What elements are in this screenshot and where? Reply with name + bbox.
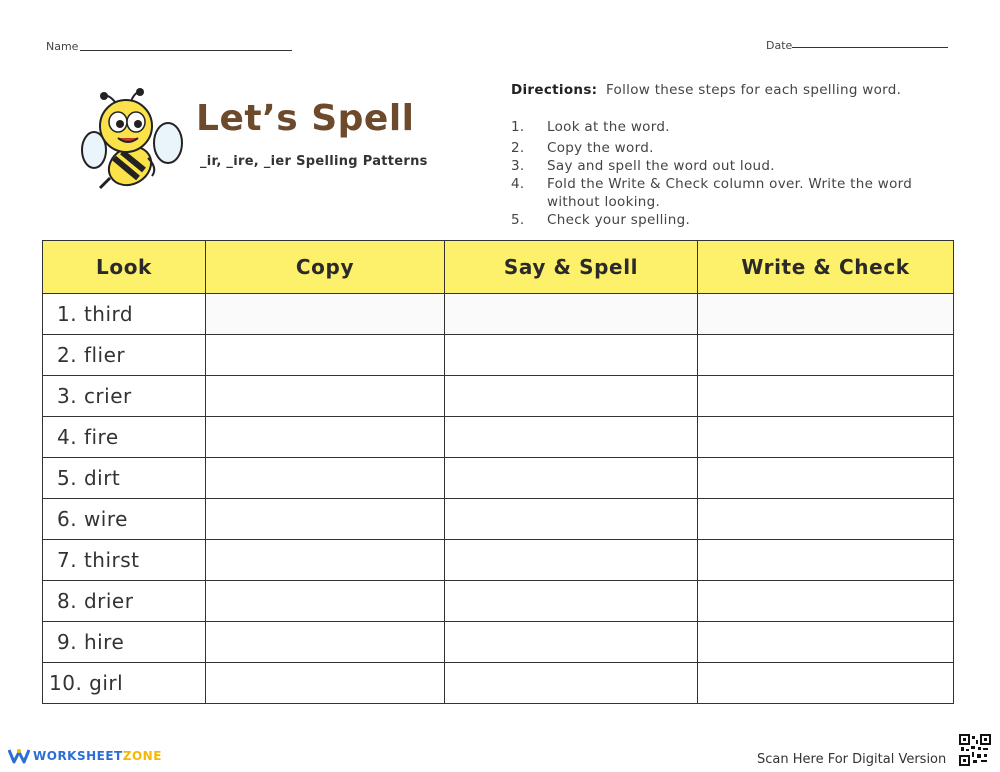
scan-text: Scan Here For Digital Version (757, 752, 947, 767)
table-row (43, 622, 954, 663)
name-label: Name (46, 40, 79, 53)
copy-cell[interactable] (206, 540, 445, 581)
say-spell-cell[interactable] (445, 540, 698, 581)
directions-steps (511, 118, 951, 229)
step-text: Check your spelling. (547, 212, 691, 228)
look-word: 10. girl (43, 663, 206, 704)
say-spell-cell[interactable] (445, 376, 698, 417)
copy-cell[interactable] (206, 376, 445, 417)
table-header-row (43, 241, 954, 294)
say-spell-cell[interactable] (445, 458, 698, 499)
look-word: 2. flier (43, 335, 206, 376)
table-row (43, 540, 954, 581)
page-subtitle: _ir, _ire, _ier Spelling Patterns (200, 154, 428, 169)
step-number: 1. (511, 119, 525, 135)
name-line[interactable] (80, 50, 292, 51)
step-text: Look at the word. (547, 119, 670, 135)
bee-mascot (78, 88, 188, 193)
table-row (43, 458, 954, 499)
write-check-cell[interactable] (698, 335, 954, 376)
column-header-look: Look (43, 241, 206, 294)
copy-cell[interactable] (206, 335, 445, 376)
table-row (43, 581, 954, 622)
say-spell-cell[interactable] (445, 417, 698, 458)
look-word: 4. fire (43, 417, 206, 458)
look-word: 5. dirt (43, 458, 206, 499)
write-check-cell[interactable] (698, 499, 954, 540)
step-text: Fold the Write & Check column over. Write the word without looking. (547, 176, 913, 210)
write-check-cell[interactable] (698, 622, 954, 663)
write-check-cell[interactable] (698, 294, 954, 335)
step-text: Say and spell the word out loud. (547, 158, 775, 174)
page-title: Let’s Spell (196, 98, 415, 139)
qr-code-icon[interactable] (959, 734, 991, 766)
step-item (511, 118, 951, 136)
step-item (511, 211, 951, 229)
spelling-table (42, 240, 954, 704)
step-text: Copy the word. (547, 140, 654, 156)
look-word: 9. hire (43, 622, 206, 663)
look-word: 7. thirst (43, 540, 206, 581)
worksheetzone-logo-icon (8, 748, 30, 764)
step-item (511, 157, 951, 175)
look-word: 8. drier (43, 581, 206, 622)
directions-text: Follow these steps for each spelling word. (605, 82, 902, 98)
say-spell-cell[interactable] (445, 581, 698, 622)
step-number: 3. (511, 158, 525, 174)
look-word: 3. crier (43, 376, 206, 417)
table-row (43, 417, 954, 458)
step-number: 4. (511, 176, 525, 192)
column-header-write-check: Write & Check (698, 241, 954, 294)
date-line[interactable] (792, 47, 948, 48)
directions (511, 82, 901, 98)
write-check-cell[interactable] (698, 376, 954, 417)
say-spell-cell[interactable] (445, 499, 698, 540)
table-row (43, 499, 954, 540)
step-number: 5. (511, 212, 525, 228)
copy-cell[interactable] (206, 294, 445, 335)
worksheetzone-logo[interactable] (8, 748, 162, 764)
step-item (511, 175, 951, 211)
date-label: Date (766, 39, 793, 52)
write-check-cell[interactable] (698, 581, 954, 622)
step-number: 2. (511, 140, 525, 156)
look-word: 1. third (43, 294, 206, 335)
say-spell-cell[interactable] (445, 622, 698, 663)
logo-text: WORKSHEETZONE (33, 749, 162, 763)
column-header-copy: Copy (206, 241, 445, 294)
column-header-say-spell: Say & Spell (445, 241, 698, 294)
copy-cell[interactable] (206, 417, 445, 458)
say-spell-cell[interactable] (445, 294, 698, 335)
table-row (43, 376, 954, 417)
table-row (43, 335, 954, 376)
copy-cell[interactable] (206, 622, 445, 663)
copy-cell[interactable] (206, 663, 445, 704)
table-row (43, 294, 954, 335)
directions-label: Directions: (511, 82, 598, 98)
copy-cell[interactable] (206, 581, 445, 622)
table-row (43, 663, 954, 704)
look-word: 6. wire (43, 499, 206, 540)
copy-cell[interactable] (206, 458, 445, 499)
write-check-cell[interactable] (698, 458, 954, 499)
copy-cell[interactable] (206, 499, 445, 540)
step-item (511, 139, 951, 157)
write-check-cell[interactable] (698, 663, 954, 704)
say-spell-cell[interactable] (445, 663, 698, 704)
write-check-cell[interactable] (698, 417, 954, 458)
say-spell-cell[interactable] (445, 335, 698, 376)
write-check-cell[interactable] (698, 540, 954, 581)
